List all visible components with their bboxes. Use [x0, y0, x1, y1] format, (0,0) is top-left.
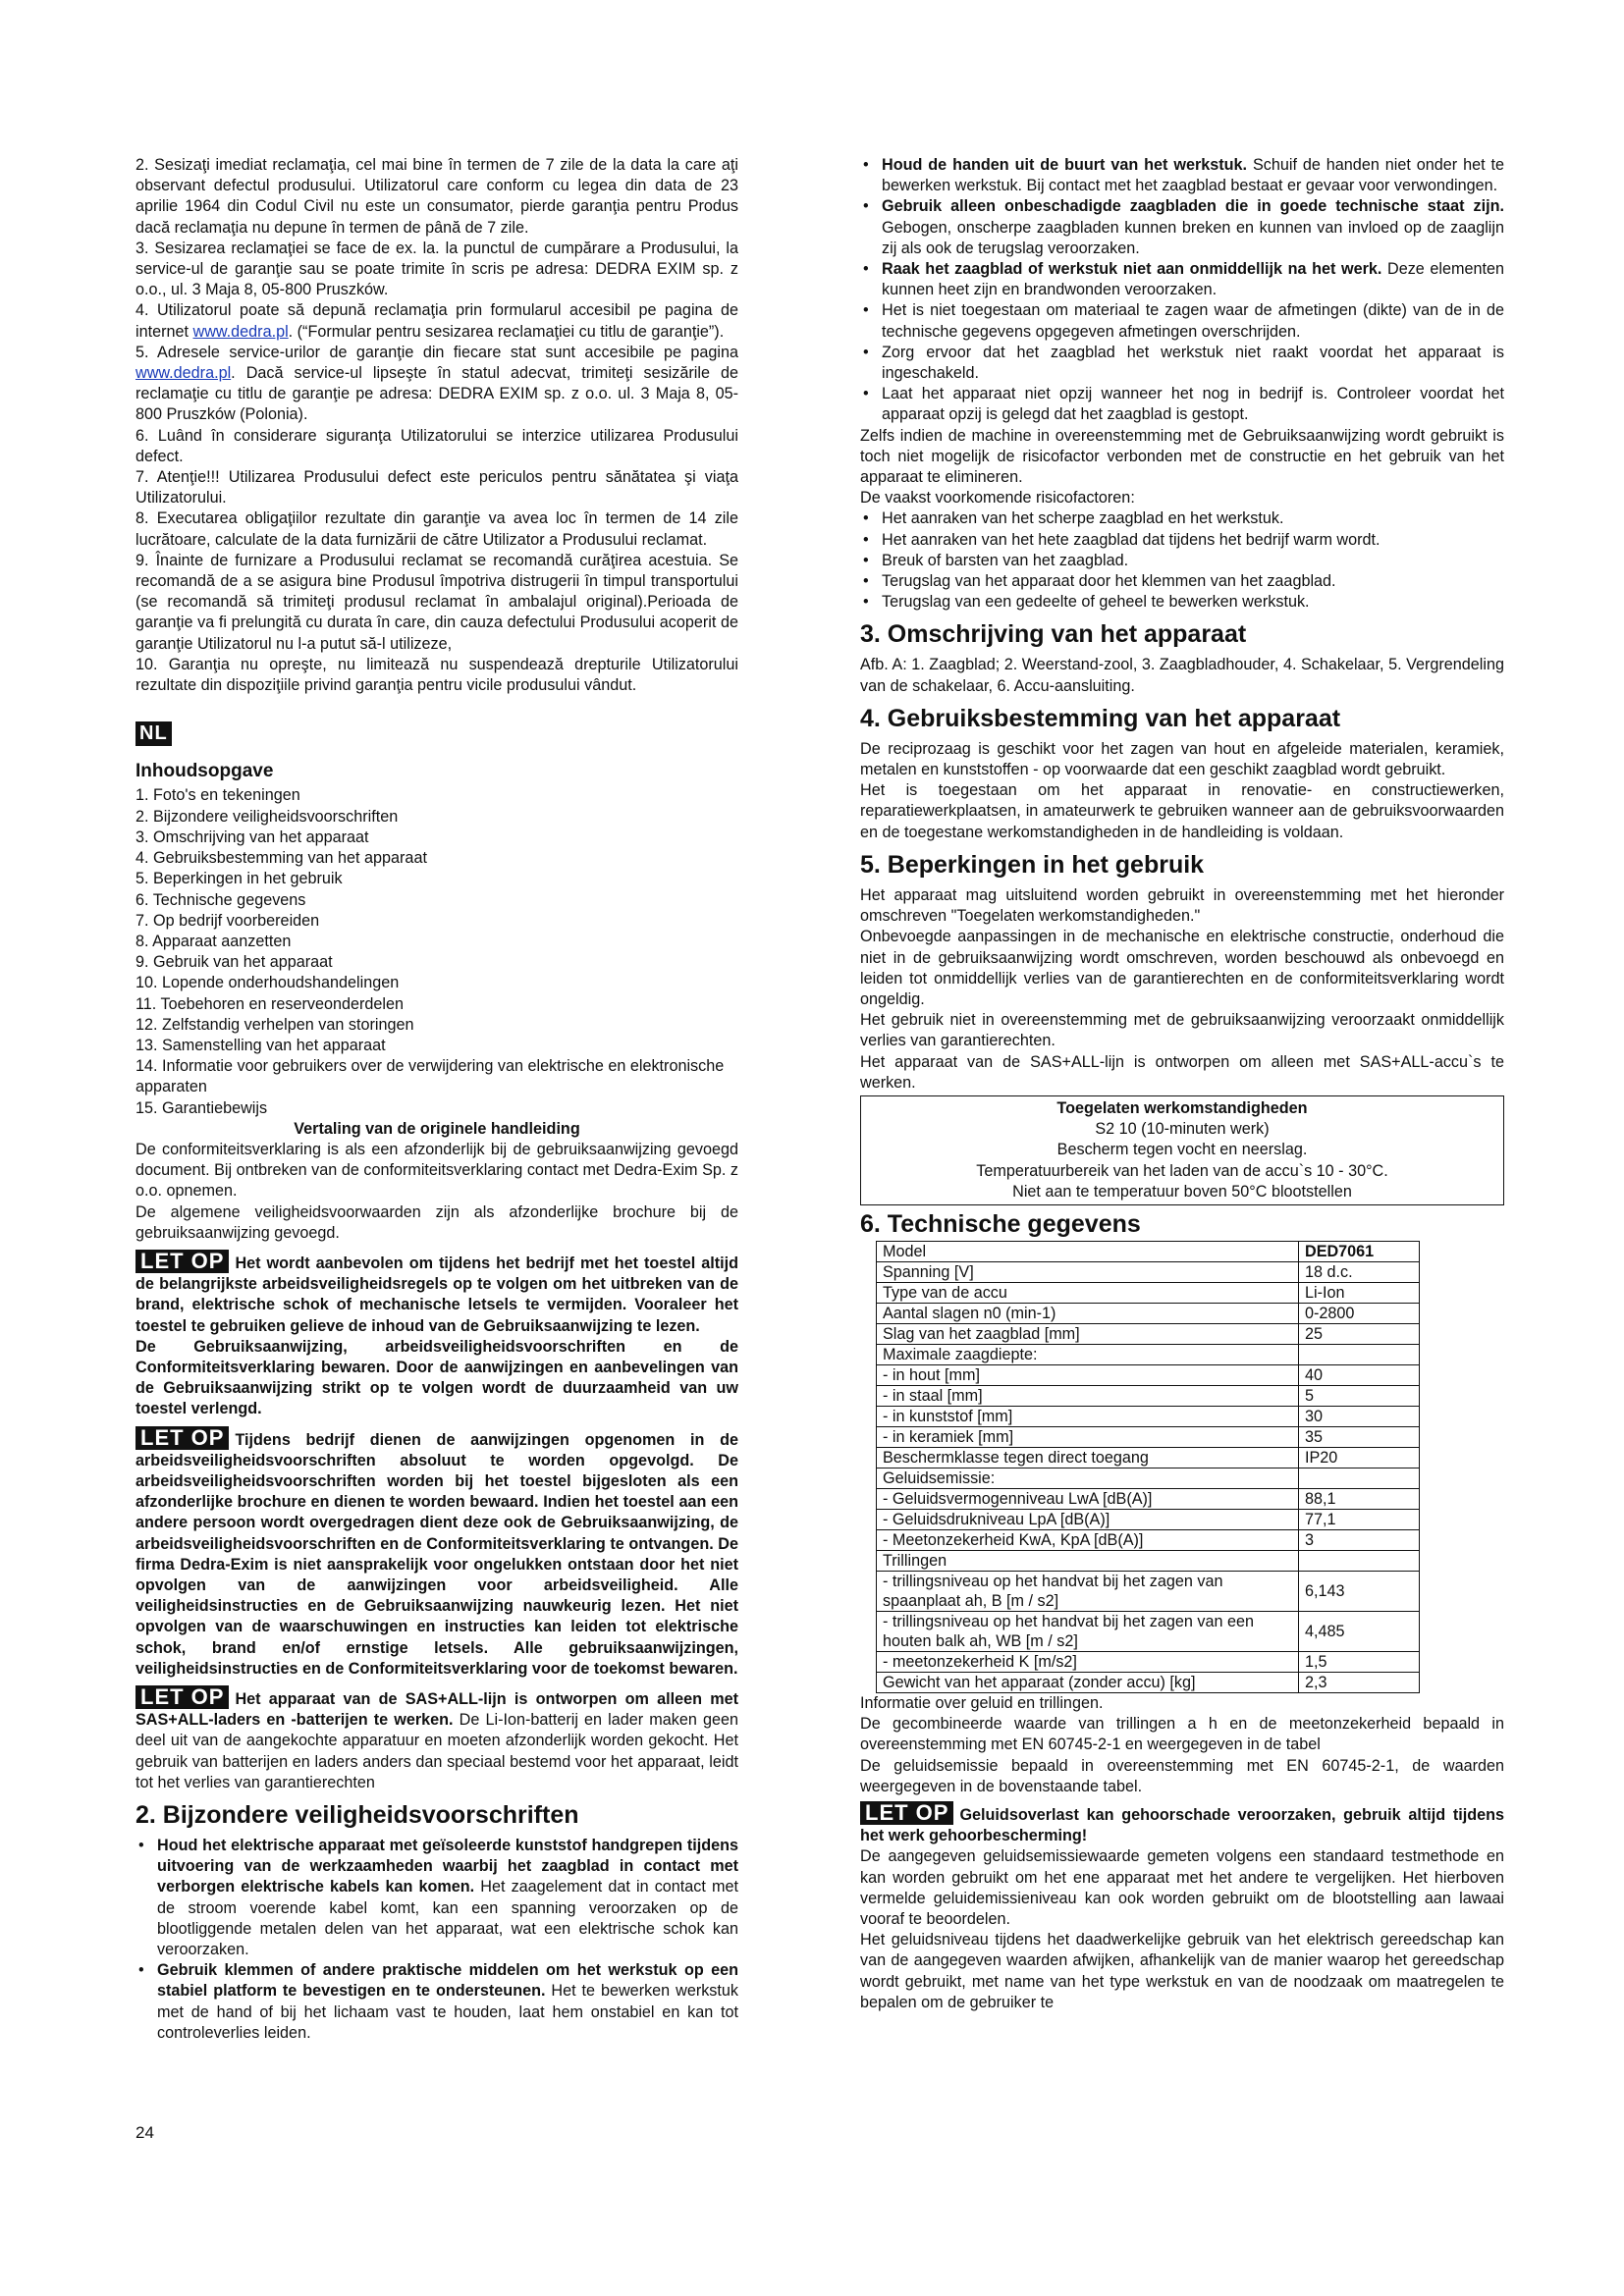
- item-text: Het is niet toegestaan om materiaal te zagen waar de afmetingen (dikte) van de in de technische gegevens opgegeven afmetingen overschrijden.: [882, 301, 1504, 341]
- ro-paragraph: 10. Garanţia nu opreşte, nu limitează nu suspendează drepturile Utilizatorului rezultate din dispoziţiile privind garanţia pentru vicile produsului vândut.: [135, 655, 738, 695]
- risk-heading: De vaakst voorkomende risicofactoren:: [860, 489, 1135, 507]
- conformity-text: De conformiteitsverklaring is als een afzonderlijk bij de gebruiksaanwijzing gevoegd document. Bij ontbreken van de conformiteitsverklaring contact met Dedra-Exim Sp. z o.o. opnemen.: [135, 1140, 738, 1201]
- spec-value: 77,1: [1299, 1509, 1420, 1529]
- spec-label: - in keramiek [mm]: [877, 1426, 1299, 1447]
- spec-label: Beschermklasse tegen direct toegang: [877, 1447, 1299, 1468]
- section-text: Het apparaat mag uitsluitend worden gebruikt in overeenstemming met het hieronder omschreven "Toegelaten werkomstandigheden.": [860, 885, 1504, 926]
- table-row: [877, 1571, 1420, 1611]
- list-item: [860, 300, 1504, 342]
- ro-paragraph: 2. Sesizaţi imediat reclamaţia, cel mai bine în termen de 7 zile de la data la care aţi observant defectul produsului. Utilizatorul care conform cu legea din data de 23 aprilie 1964 din Codul Civil nu este un consumator, pierde garanţia pentru Produs dacă reclamaţia nu depune în termen de până de 7 zile.: [135, 156, 738, 237]
- warning-text: Het wordt aanbevolen om tijdens het bedrijf met het toestel altijd de belangrijkste arbeidsveiligheidsregels op te volgen om het uitbreken van de brand, elektrische schok of mechanische letsels te vermijden. Vooraleer het toestel te gebruiken gelieve de inhoud van de Gebruiksaanwijzing te lezen.: [135, 1254, 738, 1335]
- spec-label: Geluidsemissie:: [877, 1468, 1299, 1488]
- toc-item[interactable]: 9. Gebruik van het apparaat: [135, 953, 333, 972]
- warning-text: Geluidsoverlast kan gehoorschade veroorzaken, gebruik altijd tijdens het werk gehoorbescherming!: [860, 1805, 1504, 1845]
- table-row: [877, 1529, 1420, 1550]
- noise-text: Het geluidsniveau tijdens het daadwerkelijke gebruik van het elektrisch gereedschap kan van de aangegeven waarden afwijken, afhankelijk van de manier waarop het gereedschap wordt gebruikt, met name van het type werkstuk en van de noodzaak om maatregelen te bepalen om de gebruiker te: [860, 1931, 1504, 2011]
- ro-paragraph: 7. Atenţie!!! Utilizarea Produsului defect este periculos pentru sănătatea şi viaţa Utilizatorului.: [135, 468, 738, 507]
- spec-label: Slag van het zaagblad [mm]: [877, 1323, 1299, 1344]
- dedra-link[interactable]: www.dedra.pl: [192, 322, 289, 341]
- table-row: [877, 1672, 1420, 1692]
- spec-value: 35: [1299, 1426, 1420, 1447]
- spec-label: - in kunststof [mm]: [877, 1406, 1299, 1426]
- warning-label: LET OP: [135, 1250, 229, 1273]
- spec-table: [876, 1241, 1420, 1693]
- table-row: [877, 1447, 1420, 1468]
- section-title: 6. Technische gegevens: [860, 1209, 1141, 1238]
- condition-line: Temperatuurbereik van het laden van de accu`s 10 - 30°C.: [976, 1161, 1388, 1180]
- toc-item[interactable]: 11. Toebehoren en reserveonderdelen: [135, 994, 404, 1013]
- table-row: [877, 1385, 1420, 1406]
- section-text: Het is toegestaan om het apparaat in renovatie- en constructiewerken, reparatiewerkplaatsen, in amateurwerk te gebruiken wanneer aan de gebruiksvoorwaarden en de toegestane werkomstandigheden in de handleiding is voldaan.: [860, 781, 1504, 841]
- table-row: [877, 1611, 1420, 1651]
- spec-value: IP20: [1299, 1447, 1420, 1468]
- spec-label: - Geluidsdrukniveau LpA [dB(A)]: [877, 1509, 1299, 1529]
- left-column: [135, 155, 738, 2044]
- right-column: [860, 155, 1504, 2013]
- item-bold: Gebruik klemmen of andere praktische middelen om het werkstuk op een stabiel platform te bevestigen en te ondersteunen.: [157, 1961, 738, 2001]
- spec-label: Gewicht van het apparaat (zonder accu) [kg]: [877, 1672, 1299, 1692]
- spec-value: 88,1: [1299, 1488, 1420, 1509]
- conditions-box: [860, 1095, 1504, 1205]
- spec-value: 0-2800: [1299, 1303, 1420, 1323]
- toc-item[interactable]: 12. Zelfstandig verhelpen van storingen: [135, 1015, 414, 1034]
- spec-value: 1,5: [1299, 1651, 1420, 1672]
- ro-paragraph-text: . Dacă service-ul lipseşte în statul adecvat, trimiteţi sesizările de reclamaţie cu titlu de garanţie pe adresa: DEDRA EXIM sp. z o.o. ul. 3 Maja 8, 05-800 Pruszków (Polonia).: [135, 364, 738, 424]
- item-text: Het te bewerken werkstuk met de hand of bij het lichaam vast te houden, laat hem onstabiel en kan tot controleverlies leiden.: [157, 1982, 738, 2042]
- item-text: Schuif de handen niet onder het te bewerken werkstuk. Bij contact met het zaagblad bestaat er gevaar voor verwondingen.: [882, 156, 1505, 195]
- warning-block: [135, 1685, 738, 1793]
- toc-item[interactable]: 3. Omschrijving van het apparaat: [135, 828, 369, 846]
- spec-value: 3: [1299, 1529, 1420, 1550]
- ro-paragraph: 6. Luând în considerare siguranţa Utilizatorului se interzice utilizarea Produsului defect.: [135, 426, 738, 465]
- toc-item[interactable]: 1. Foto's en tekeningen: [135, 786, 300, 805]
- toc-item[interactable]: 8. Apparaat aanzetten: [135, 932, 292, 950]
- warning-text: De Gebruiksaanwijzing, arbeidsveiligheidsvoorschriften en de Conformiteitsverklaring bewaren. Door de aanwijzingen en aanbevelingen van de Gebruiksaanwijzing strikt op te volgen wordt de duurzaamheid van uw toestel verlengd.: [135, 1337, 738, 1418]
- item-bold: Houd de handen uit de buurt van het werkstuk.: [882, 156, 1248, 174]
- spec-label: - in hout [mm]: [877, 1364, 1299, 1385]
- noise-text: De aangegeven geluidsemissiewaarde gemeten volgens een standaard testmethode en kan worden gebruikt om het ene apparaat met het andere te vergelijken. Het hierboven vermelde geluidemissieniveau kan ook worden gebruikt om de blootstelling aan lawaai vooraf te beoordelen.: [860, 1847, 1504, 1928]
- noise-text: De geluidsemissie bepaald in overeenstemming met EN 60745-2-1, de waarden weergegeven in de bovenstaande tabel.: [860, 1756, 1504, 1795]
- table-row: [877, 1323, 1420, 1344]
- list-item: [860, 259, 1504, 300]
- page-number: 24: [135, 2123, 154, 2142]
- item-bold: Houd het elektrische apparaat met geïsoleerde kunststof handgrepen tijdens uitvoering van de werkzaamheden waarbij het zaagblad in contact met verborgen elektrische kabels kan komen.: [157, 1837, 738, 1896]
- translation-heading: Vertaling van de originele handleiding: [294, 1119, 580, 1138]
- spec-value: [1299, 1550, 1420, 1571]
- table-row: [877, 1406, 1420, 1426]
- spec-value: Li-Ion: [1299, 1282, 1420, 1303]
- toc-item[interactable]: 6. Technische gegevens: [135, 890, 306, 909]
- warning-label: LET OP: [135, 1685, 229, 1709]
- risk-list: [860, 508, 1504, 613]
- list-item: [860, 155, 1504, 196]
- item-text: Het zaagelement dat in contact met de stroom voerende kabel komt, kan een spanning veroorzaken op de blootliggende metalen delen van het apparaat, wat een elektrische schok kan veroorzaken.: [157, 1878, 738, 1959]
- spec-label: - trillingsniveau op het handvat bij het zagen van een houten balk ah, WB [m / s2]: [877, 1611, 1299, 1651]
- spec-label: Type van de accu: [877, 1282, 1299, 1303]
- warning-label: LET OP: [135, 1426, 229, 1450]
- spec-value: 40: [1299, 1364, 1420, 1385]
- ro-paragraph-text: 5. Adresele service-urilor de garanţie din fiecare stat sunt accesibile pe pagina: [135, 343, 738, 361]
- noise-text: Informatie over geluid en trillingen.: [860, 1693, 1104, 1712]
- item-bold: Gebruik alleen onbeschadigde zaagbladen die in goede technische staat zijn.: [882, 197, 1504, 216]
- warning-block: [135, 1250, 738, 1337]
- ro-paragraph: 9. Înainte de furnizare a Produsului reclamat se recomandă curăţirea acestuia. Se recomandă de a se asigura bine Produsul împotriva distrugerii în timpul transportului (se recomandă să trimiteţi produsul reclamat în ambalajul original).Perioada de garanţie va fi prelungită cu durata în care, din cauza defectului Produsului acoperit de garanţie Utilizatorul nu l-a putut să-l utilizeze,: [135, 551, 738, 653]
- toc-item[interactable]: 4. Gebruiksbestemming van het apparaat: [135, 849, 427, 868]
- toc-title: Inhoudsopgave: [135, 761, 274, 782]
- list-item: [860, 196, 1504, 259]
- spec-value: 6,143: [1299, 1571, 1420, 1611]
- list-item: [860, 384, 1504, 425]
- ro-paragraph-text: . (“Formular pentru sesizarea reclamaţiei cu titlu de garanţie”).: [288, 322, 725, 341]
- conformity-text: De algemene veiligheidsvoorwaarden zijn als afzonderlijke brochure bij de gebruiksaanwijzing gevoegd.: [135, 1202, 738, 1242]
- warning-text: De Li-Ion-batterij en lader maken geen deel uit van de aangekochte apparatuur en moeten afzonderlijk worden gekocht. Het gebruik van batterijen en laders anders dan speciaal bestemd voor het apparaat, leidt tot het verlies van garantierechten: [135, 1711, 738, 1791]
- item-text: Gebogen, onscherpe zaagbladen kunnen breken en kunnen van invloed op de zaaglijn zij als ook de terugslag veroorzaken.: [882, 218, 1504, 257]
- spec-value: [1299, 1344, 1420, 1364]
- item-text: Deze elementen kunnen heet zijn en brandwonden veroorzaken.: [882, 260, 1504, 299]
- table-row: [877, 1468, 1420, 1488]
- spec-label: - trillingsniveau op het handvat bij het zagen van spaanplaat ah, B [m / s2]: [877, 1571, 1299, 1611]
- table-row: [877, 1241, 1420, 1261]
- spec-label: Trillingen: [877, 1550, 1299, 1571]
- toc-item[interactable]: 15. Garantiebewijs: [135, 1098, 268, 1117]
- language-badge: NL: [135, 721, 172, 746]
- section-text: Het gebruik niet in overeenstemming met de gebruiksaanwijzing veroorzaakt onmiddellijk verlies van garantierechten.: [860, 1011, 1504, 1050]
- table-row: [877, 1426, 1420, 1447]
- risk-intro: Zelfs indien de machine in overeenstemming met de Gebruiksaanwijzing wordt gebruikt is toch niet mogelijk de risicofactor verbonden met de constructie en het gebruik van het apparaat te elimineren.: [860, 426, 1504, 487]
- toc-item[interactable]: 14. Informatie voor gebruikers over de verwijdering van elektrische en elektronische apparaten: [135, 1057, 725, 1096]
- item-bold: Raak het zaagblad of werkstuk niet aan onmiddellijk na het werk.: [882, 260, 1382, 279]
- spec-value: 18 d.c.: [1299, 1261, 1420, 1282]
- section-title: 2. Bijzondere veiligheidsvoorschriften: [135, 1801, 579, 1830]
- list-item: [860, 343, 1504, 384]
- item-text: Laat het apparaat niet opzij wanneer het nog in bedrijf is. Controleer voordat het apparaat opzij is gelegd dat het zaagblad is gestopt.: [882, 385, 1504, 424]
- section-title: 5. Beperkingen in het gebruik: [860, 850, 1205, 879]
- list-item: • Het aanraken van het scherpe zaagblad en het werkstuk.: [860, 508, 1504, 529]
- safety-list: [135, 1836, 738, 2044]
- ro-paragraph: 8. Executarea obligaţiilor rezultate din garanţie va avea loc în termen de 14 zile lucrătoare, calculate de la data furnizării de către Utilizator a Produsului reclamat.: [135, 509, 738, 549]
- warning-label: LET OP: [860, 1801, 953, 1825]
- table-row: [877, 1651, 1420, 1672]
- toc-item[interactable]: 7. Op bedrijf voorbereiden: [135, 911, 320, 930]
- ro-paragraph-text: 4. Utilizatorul poate să depună reclamaţia prin formularul accesibil pe pagina de internet: [135, 301, 738, 341]
- warning-block: [135, 1426, 738, 1680]
- spec-value: DED7061: [1299, 1241, 1420, 1261]
- warning-text: Tijdens bedrijf dienen de aanwijzingen opgenomen in de arbeidsveiligheidsvoorschriften absoluut te worden opgevolgd. De arbeidsveiligheidsvoorschriften worden bij het toestel bijgesloten als een afzonderlijke brochure en dienen te worden bewaard. Indien het toestel aan een andere persoon wordt overgedragen dient deze ook de Gebruiksaanwijzing, de arbeidsveiligheidsvoorschriften en de Conformiteitsverklaring te ontvangen. De firma Dedra-Exim is niet aansprakelijk voor ongelukken ontstaan door het niet opvolgen van de aanwijzingen voor arbeidsveiligheid. Alle veiligheidsinstructies en de Gebruiksaanwijzing nauwkeurig lezen. Het niet opvolgen van de waarschuwingen en instructies kan leiden tot elektrische schok, brand en/of ernstige letsels. Alle gebruiksaanwijzingen, veiligheidsinstructies en de Conformiteitsverklaring voor de toekomst bewaren.: [135, 1430, 738, 1678]
- spec-value: 4,485: [1299, 1611, 1420, 1651]
- spec-value: 5: [1299, 1385, 1420, 1406]
- conditions-title: Toegelaten werkomstandigheden: [1056, 1098, 1308, 1117]
- table-row: [877, 1364, 1420, 1385]
- list-item: • Terugslag van het apparaat door het klemmen van het zaagblad.: [860, 571, 1504, 592]
- toc-item[interactable]: 10. Lopende onderhoudshandelingen: [135, 974, 400, 992]
- section-text: Het apparaat van de SAS+ALL-lijn is ontworpen om alleen met SAS+ALL-accu`s te werken.: [860, 1052, 1504, 1092]
- table-row: [877, 1550, 1420, 1571]
- item-text: Zorg ervoor dat het zaagblad het werkstuk niet raakt voordat het apparaat is ingeschakeld.: [882, 343, 1504, 383]
- toc-item[interactable]: 2. Bijzondere veiligheidsvoorschriften: [135, 807, 399, 826]
- toc-item[interactable]: 13. Samenstelling van het apparaat: [135, 1036, 386, 1054]
- noise-text: De gecombineerde waarde van trillingen a h en de meetonzekerheid bepaald in overeenstemming met EN 60745-2-1 en weergegeven in de tabel: [860, 1715, 1504, 1754]
- table-row: [877, 1261, 1420, 1282]
- spec-value: [1299, 1468, 1420, 1488]
- safety-list: [860, 155, 1504, 426]
- ro-paragraph: [135, 300, 738, 342]
- table-row: [877, 1488, 1420, 1509]
- spec-label: - Meetonzekerheid KwA, KpA [dB(A)]: [877, 1529, 1299, 1550]
- warning-text: Het apparaat van de SAS+ALL-lijn is ontworpen om alleen met SAS+ALL-laders en -batterijen te werken.: [135, 1690, 738, 1730]
- spec-label: - meetonzekerheid K [m/s2]: [877, 1651, 1299, 1672]
- spec-label: Model: [877, 1241, 1299, 1261]
- dedra-link[interactable]: www.dedra.pl: [135, 364, 232, 383]
- table-of-contents: [135, 785, 738, 1118]
- list-item: • Breuk of barsten van het zaagblad.: [860, 551, 1504, 571]
- toc-item[interactable]: 5. Beperkingen in het gebruik: [135, 870, 343, 888]
- spec-label: - in staal [mm]: [877, 1385, 1299, 1406]
- section-text: Afb. A: 1. Zaagblad; 2. Weerstand-zool, 3. Zaagbladhouder, 4. Schakelaar, 5. Vergrendeling van de schakelaar, 6. Accu-aansluiting.: [860, 656, 1504, 695]
- spec-value: 2,3: [1299, 1672, 1420, 1692]
- list-item: [135, 1836, 738, 1960]
- list-item: • Het aanraken van het hete zaagblad dat tijdens het bedrijf warm wordt.: [860, 530, 1504, 551]
- table-row: [877, 1509, 1420, 1529]
- section-title: 4. Gebruiksbestemming van het apparaat: [860, 704, 1341, 732]
- section-title: 3. Omschrijving van het apparaat: [860, 620, 1247, 649]
- spec-value: 30: [1299, 1406, 1420, 1426]
- table-row: [877, 1344, 1420, 1364]
- spec-label: Spanning [V]: [877, 1261, 1299, 1282]
- section-text: De reciprozaag is geschikt voor het zagen van hout en afgeleide materialen, keramiek, metalen en kunststoffen - op voorwaarde dat een geschikt zaagblad wordt gebruikt.: [860, 739, 1504, 779]
- list-item: • Terugslag van een gedeelte of geheel te bewerken werkstuk.: [860, 592, 1504, 613]
- condition-line: Bescherm tegen vocht en neerslag.: [1056, 1141, 1308, 1159]
- list-item: [135, 1960, 738, 2044]
- section-text: Onbevoegde aanpassingen in de mechanische en elektrische constructie, onderhoud die niet in de gebruiksaanwijzing wordt omschreven, worden beschouwd als onbevoegd en leiden tot onmiddellijk verlies van de garantierechten en de conformiteitsverklaring wordt ongeldig.: [860, 928, 1504, 1008]
- spec-label: Aantal slagen n0 (min-1): [877, 1303, 1299, 1323]
- table-row: [877, 1303, 1420, 1323]
- spec-value: 25: [1299, 1323, 1420, 1344]
- spec-label: Maximale zaagdiepte:: [877, 1344, 1299, 1364]
- ro-paragraph: [135, 343, 738, 426]
- warning-block: [860, 1801, 1504, 1846]
- condition-line: S2 10 (10-minuten werk): [1095, 1120, 1270, 1139]
- spec-label: - Geluidsvermogenniveau LwA [dB(A)]: [877, 1488, 1299, 1509]
- ro-paragraph: 3. Sesizarea reclamaţiei se face de ex. la. la punctul de cumpărare a Produsului, la service-ul de garanţie sau se poate trimite în scris pe adresa: DEDRA EXIM sp. z o.o., ul. 3 Maja 8, 05-800 Pruszków.: [135, 239, 738, 299]
- table-row: [877, 1282, 1420, 1303]
- condition-line: Niet aan te temperatuur boven 50°C blootstellen: [1012, 1182, 1352, 1201]
